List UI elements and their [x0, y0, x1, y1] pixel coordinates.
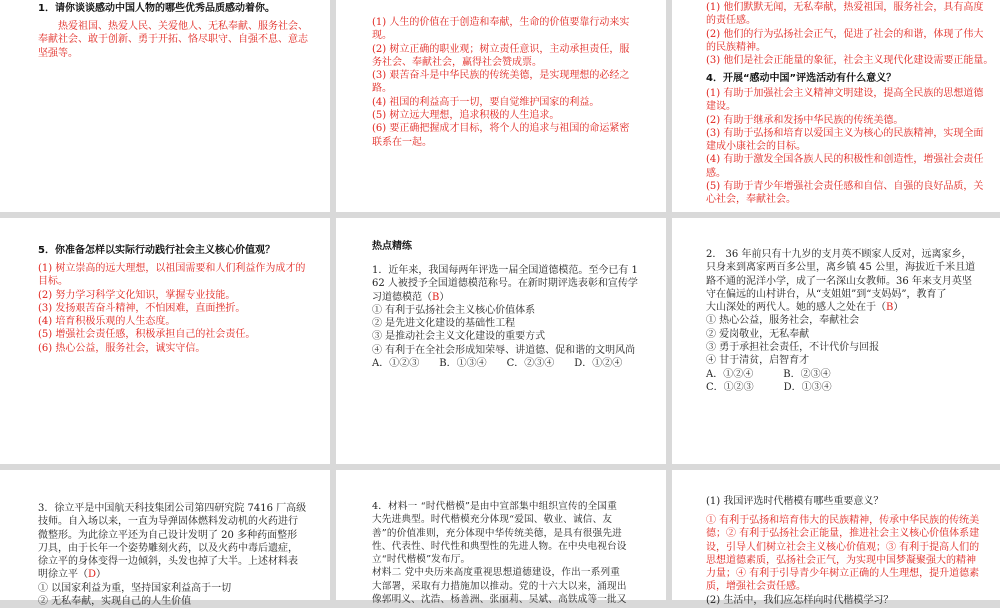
answer-line: 现。: [372, 30, 392, 42]
material-line: 立“时代楷模”发布厅。: [372, 554, 471, 566]
slide-9: [672, 470, 1000, 606]
answer-line: (4) 有助于激发全国各族人民的积极性和创造性，增强社会责任: [706, 154, 984, 166]
stem-line: 徐立平的身体变得一边倾斜，头发也掉了大半。上述材料表: [38, 556, 298, 568]
question-4-material: [372, 500, 664, 606]
answer-line: (6) 要正确把握成才目标，将个人的追求与祖国的命运紧密: [372, 123, 630, 135]
answer-line: 热爱祖国、热爱人民、关爱他人、无私奉献、服务社会、: [58, 21, 308, 32]
sub-question-2: (2) 生活中，我们应怎样向时代楷模学习？: [706, 595, 894, 606]
answer-line: (6) 热心公益，服务社会，诚实守信。: [38, 342, 206, 354]
stem-line: 62 人被授予全国道德模范称号。在新时期评选表彰和宣传学: [372, 278, 638, 290]
question-2-stem: [706, 248, 998, 394]
answer-line: 感。: [706, 167, 726, 179]
answer-line: ① 有利于弘扬和培育伟大的民族精神，传承中华民族的传统美: [706, 515, 980, 526]
answer-line: 设，引导人们树立社会主义核心价值观；③ 有利于提高人们的: [706, 541, 980, 553]
option: ② 爱岗敬业，无私奉献: [706, 328, 810, 340]
answer-line: 的民族精神。: [706, 41, 766, 53]
option: ③ 勇于承担社会责任，不计代价与回报: [706, 342, 880, 354]
answer-line: 奉献社会、敢于创新、勇于开拓、恪尽职守、自强不息、意志: [38, 34, 308, 46]
slide-4: [0, 218, 330, 464]
answer-line: (1) 有助于加强社会主义精神文明建设，提高全民族的思想道德: [706, 88, 984, 99]
answer-line: 联系在一起。: [372, 136, 432, 148]
slide-1: [0, 0, 330, 212]
question-3-stem: [38, 502, 328, 608]
stem-line: 只身来到离家两百多公里，离乡镇 45 公里，海拔近千米且道: [706, 262, 976, 274]
slide-8: [336, 470, 666, 606]
answer-line: (4) 培育积极乐观的人生态度。: [38, 316, 176, 328]
stem-line: 2． 36 年前只有十九岁的支月英不顾家人反对，远离家乡，: [706, 249, 972, 260]
answer-line: (1) 人生的价值在于创造和奉献，生命的价值要靠行动来实: [372, 17, 630, 28]
answer-line: (2) 他们的行为弘扬社会正气，促进了社会的和谐，体现了伟大: [706, 28, 984, 40]
stem-text: 大山深处的两代人。她的感人之处在于（: [706, 302, 886, 314]
answer-line: (2) 努力学习科学文化知识，掌握专业技能。: [38, 289, 236, 301]
material-line: 4．材料一 “时代楷模”是由中宣部集中组织宣传的全国重: [372, 501, 618, 512]
question-5: 5．你准备怎样以实际行动践行社会主义核心价值观？: [38, 245, 275, 256]
stem-line: 技师。自入场以来，一直为导弹固体燃料发动机的火药进行: [38, 516, 298, 528]
stem-line: [706, 301, 998, 314]
answer-2: [372, 16, 662, 149]
answer-4: [706, 87, 998, 207]
answer-line: (3) 发扬艰苦奋斗精神，不怕困难，直面挫折。: [38, 302, 246, 314]
stem-line: [372, 291, 662, 304]
answer-line: (2) 有助于继承和发扬中华民族的传统美德。: [706, 114, 904, 126]
slide-7: [0, 470, 330, 608]
answer-letter: B: [432, 291, 440, 303]
slide-2: [336, 0, 666, 212]
answer-line: 务社会、奉献社会，赢得社会赞成票。: [372, 56, 542, 68]
answer-line: (1) 树立崇高的远大理想，以祖国需要和人们利益作为成才的: [38, 263, 306, 274]
question-1-stem: [372, 264, 662, 370]
stem-text: 习道德模范（: [372, 291, 432, 303]
stem-text: 明徐立平（: [38, 569, 88, 581]
sub-question-1: (1) 我国评选时代楷模有哪些重要意义？: [706, 496, 884, 507]
stem-line: 微整形。为此徐立平还为自己设计发明了 20 多种药面整形: [38, 529, 298, 541]
slide-3: [672, 0, 1000, 212]
answer-line: 思想道德素质，弘扬社会正气，为实现中国梦凝聚强大的精神: [706, 554, 976, 566]
answer-line: (2) 树立正确的职业观；树立责任意识，主动承担责任，服: [372, 43, 630, 55]
answer-line: 坚强等。: [38, 47, 78, 59]
answer-line: 的责任感。: [706, 15, 756, 27]
answer-5: [38, 262, 328, 355]
section-title: 热点精练: [372, 241, 412, 252]
option: ① 以国家利益为重，坚持国家利益高于一切: [38, 582, 232, 594]
stem-line: 路不通的泥洋小学，成了一名深山女教师。36 年来支月英坚: [706, 275, 972, 287]
option: ② 是先进文化建设的基础性工程: [372, 318, 516, 330]
answer-line: (3) 有助于弘扬和培育以爱国主义为核心的民族精神，实现全面: [706, 127, 984, 139]
answer-line: (3) 艰苦奋斗是中华民族的传统美德，是实现理想的必经之: [372, 70, 630, 82]
stem-tail: ）: [893, 302, 904, 314]
option: ① 热心公益，服务社会，奉献社会: [706, 315, 860, 327]
choices: A．①②③ B．①③④ C．②③④ D．①②④: [372, 358, 623, 370]
stem-line: [38, 568, 328, 581]
answer-line: 质，增强社会责任感。: [706, 581, 806, 593]
answer-3-top: [706, 1, 998, 67]
answer-line: 力量；④ 有利于引导青少年树立正确的人生理想，提升道德素: [706, 568, 980, 580]
option: ① 有利于弘扬社会主义核心价值体系: [372, 304, 536, 316]
slide-5: [336, 218, 666, 464]
material-line: 善”的价值准则，充分体现中华传统美德，是具有很强先进: [372, 527, 622, 539]
answer-line: (5) 增强社会责任感，积极承担自己的社会责任。: [38, 329, 256, 341]
answer-line: 建成小康社会的目标。: [706, 141, 806, 153]
question-4: 4．开展“感动中国”评选活动有什么意义？: [706, 73, 897, 84]
answer-line: 心社会，奉献社会。: [706, 194, 796, 206]
answer-line: 德；② 有利于弘扬社会正能量，推进社会主义核心价值体系建: [706, 528, 980, 540]
material-line: 大先进典型。时代楷模充分体现“爱国、敬业、诚信、友: [372, 514, 613, 526]
question-1: 1．请你谈谈感动中国人物的哪些优秀品质感动着你。: [38, 3, 275, 14]
answer-line: (4) 祖国的利益高于一切，要自觉维护国家的利益。: [372, 96, 600, 108]
option: ④ 有利于在全社会形成知荣辱、讲道德、促和谐的文明风尚: [372, 344, 636, 356]
answer-line: 路。: [372, 83, 392, 95]
answer-sub-1: [706, 514, 998, 594]
answer-line: (5) 有助于青少年增强社会责任感和自信、自强的良好品质，关: [706, 181, 984, 193]
option: ④ 甘于清贫，启智育才: [706, 355, 810, 367]
answer-line: (3) 他们是社会正能量的象征，社会主义现代化建设需要正能量。: [706, 55, 994, 67]
material-line: 材料二 党中央历来高度重视思想道德建设，作出一系列重: [372, 567, 621, 579]
stem-line: 1．近年来，我国每两年评选一届全国道德模范。至今已有 1: [372, 265, 638, 276]
answer-line: (1) 他们默默无闻，无私奉献，热爱祖国，服务社会，具有高度: [706, 2, 984, 13]
option: ② 无私奉献，实现自己的人生价值: [38, 596, 192, 608]
option: ③ 是推动社会主义文化建设的重要方式: [372, 331, 546, 343]
slide-6: [672, 218, 1000, 464]
stem-tail: ）: [439, 291, 450, 303]
stem-tail: ）: [96, 569, 107, 581]
choices: A．①②④ B．②③④: [706, 368, 831, 380]
answer-line: (5) 树立远大理想，追求积极的人生追求。: [372, 110, 560, 122]
material-line: 大部署，采取有力措施加以推动。党的十六大以来，涌现出: [372, 580, 627, 592]
answer-letter: B: [886, 302, 894, 314]
choices: C．①②③ D．①③④: [706, 381, 832, 393]
stem-line: 3．徐立平是中国航天科技集团公司第四研究院 7416 厂高级: [38, 503, 307, 514]
stem-line: 刀具，由于长年一个姿势雕刻火药，以及火药中毒后遗症，: [38, 542, 298, 554]
material-line: 性、代表性、时代性和典型性的先进人物。在中央电视台设: [372, 540, 627, 552]
stem-line: 守在偏远的山村讲台，从“支姐姐”到“支妈妈”，教育了: [706, 288, 947, 300]
answer-letter: D: [88, 569, 97, 581]
answer-line: 目标。: [38, 276, 68, 288]
answer-line: 建设。: [706, 101, 736, 113]
material-line: 像郭明义、沈浩、杨善洲、张丽莉、吴斌、高铁成等一批又: [372, 594, 627, 606]
answer-1: [38, 20, 328, 60]
